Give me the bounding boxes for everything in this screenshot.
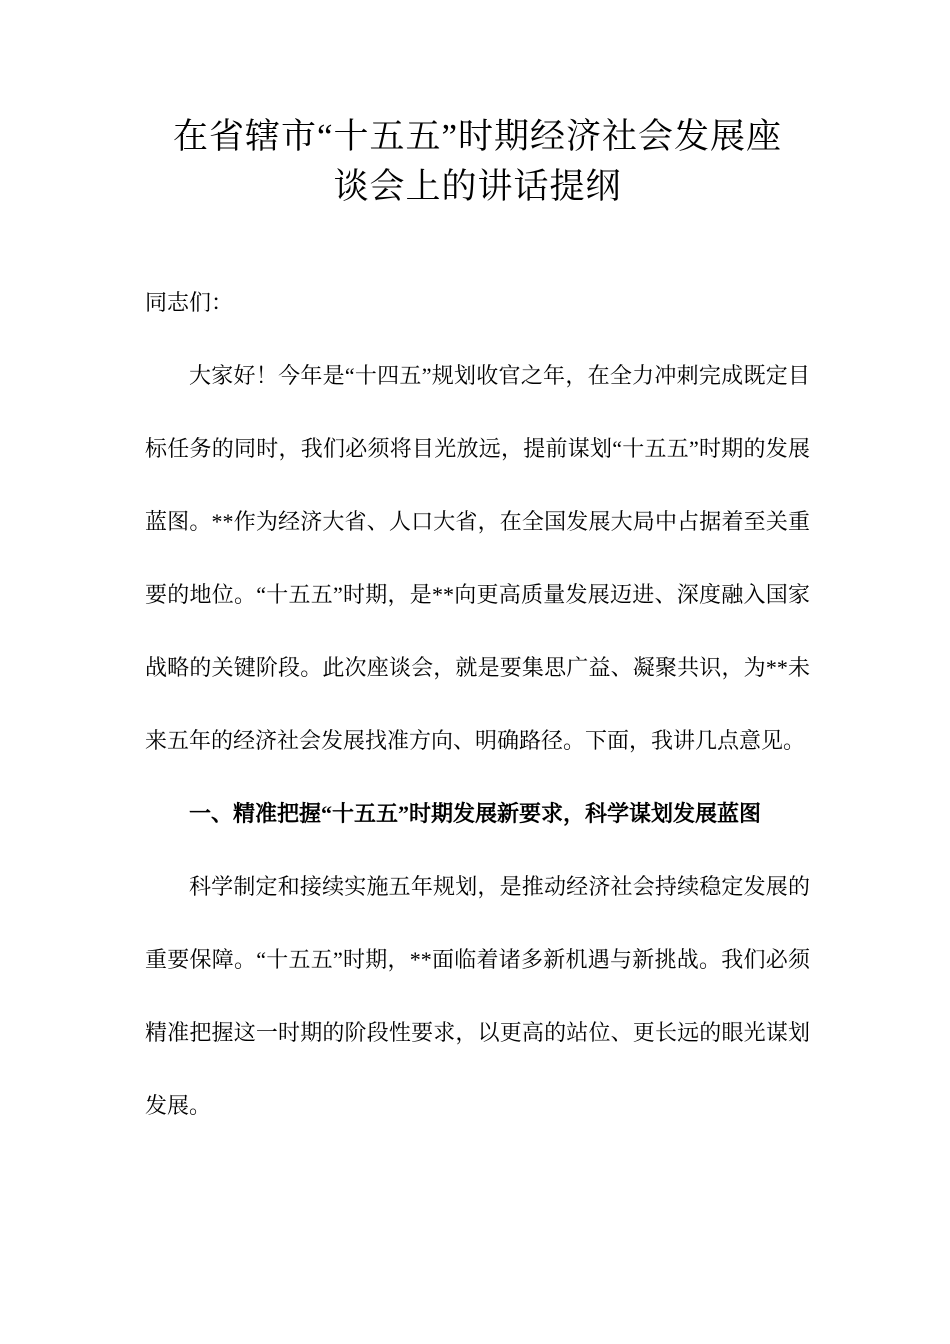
document-title — [145, 112, 810, 212]
document-body — [145, 266, 810, 1142]
paragraph-section-1: 科学制定和接续实施五年规划，是推动经济社会持续稳定发展的重要保障。“十五五”时期，**面临着诸多新机遇与新挑战。我们必须精准把握这一时期的阶段性要求，以更高的站位、更长远的眼光谋划发展。 — [145, 874, 810, 1118]
salutation: 同志们： — [145, 290, 234, 315]
paragraph-intro: 大家好！今年是“十四五”规划收官之年，在全力冲刺完成既定目标任务的同时，我们必须将目光放远，提前谋划“十五五”时期的发展蓝图。**作为经济大省、人口大省，在全国发展大局中占据着至关重要的地位。“十五五”时期，是**向更高质量发展迈进、深度融入国家战略的关键阶段。此次座谈会，就是要集思广益、凝聚共识，为**未来五年的经济社会发展找准方向、明确路径。下面，我讲几点意见。 — [145, 363, 810, 753]
section-heading-1: 一、精准把握“十五五”时期发展新要求，科学谋划发展蓝图 — [189, 801, 762, 826]
document-title-line-1: 在省辖市“十五五”时期经济社会发展座 — [172, 117, 783, 156]
document-title-line-2: 谈会上的讲话提纲 — [333, 167, 622, 206]
